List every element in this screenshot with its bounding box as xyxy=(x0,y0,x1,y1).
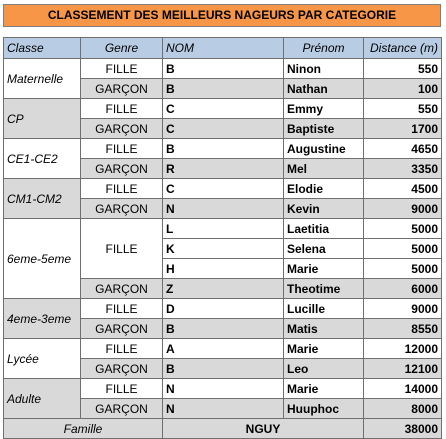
cell-nom: A xyxy=(163,339,284,359)
cell-genre: FILLE xyxy=(81,339,163,359)
cell-genre: GARÇON xyxy=(81,279,163,299)
cell-famille-nom: NGUY xyxy=(163,419,364,439)
cell-prenom: Leo xyxy=(284,359,364,379)
cell-classe: Maternelle xyxy=(4,59,81,99)
header-classe: Classe xyxy=(4,38,81,59)
cell-distance: 4650 xyxy=(364,139,442,159)
cell-classe: CE1-CE2 xyxy=(4,139,81,179)
cell-nom: B xyxy=(163,319,284,339)
cell-genre: GARÇON xyxy=(81,359,163,379)
cell-distance: 12100 xyxy=(364,359,442,379)
cell-genre: FILLE xyxy=(81,59,163,79)
cell-genre: GARÇON xyxy=(81,119,163,139)
cell-famille-label: Famille xyxy=(4,419,163,439)
cell-prenom: Matis xyxy=(284,319,364,339)
cell-prenom: Kevin xyxy=(284,199,364,219)
cell-nom: Z xyxy=(163,279,284,299)
cell-distance: 3350 xyxy=(364,159,442,179)
cell-genre: FILLE xyxy=(81,139,163,159)
cell-distance: 5000 xyxy=(364,239,442,259)
header-prenom: Prénom xyxy=(284,38,364,59)
cell-distance: 1700 xyxy=(364,119,442,139)
cell-nom: B xyxy=(163,139,284,159)
cell-distance: 14000 xyxy=(364,379,442,399)
cell-nom: D xyxy=(163,299,284,319)
cell-prenom: Augustine xyxy=(284,139,364,159)
cell-nom: B xyxy=(163,59,284,79)
cell-prenom: Marie xyxy=(284,379,364,399)
cell-classe: Lycée xyxy=(4,339,81,379)
cell-nom: K xyxy=(163,239,284,259)
table-row xyxy=(4,339,442,359)
cell-genre: GARÇON xyxy=(81,399,163,419)
cell-nom: N xyxy=(163,399,284,419)
table-title: CLASSEMENT DES MEILLEURS NAGEURS PAR CATEGORIE xyxy=(3,4,441,27)
table-row xyxy=(4,179,442,199)
cell-classe: 4eme-3eme xyxy=(4,299,81,339)
cell-nom: C xyxy=(163,119,284,139)
cell-distance: 550 xyxy=(364,99,442,119)
cell-genre: GARÇON xyxy=(81,159,163,179)
cell-distance: 5000 xyxy=(364,219,442,239)
table-row xyxy=(4,139,442,159)
cell-prenom: Mel xyxy=(284,159,364,179)
cell-classe: Adulte xyxy=(4,379,81,419)
cell-genre: FILLE xyxy=(81,299,163,319)
header-row xyxy=(4,38,442,59)
rankings-table xyxy=(3,37,442,439)
cell-distance: 9000 xyxy=(364,199,442,219)
cell-genre: FILLE xyxy=(81,99,163,119)
table-row xyxy=(4,219,442,239)
cell-nom: R xyxy=(163,159,284,179)
cell-nom: B xyxy=(163,79,284,99)
cell-distance: 8550 xyxy=(364,319,442,339)
cell-distance: 100 xyxy=(364,79,442,99)
cell-prenom: Emmy xyxy=(284,99,364,119)
cell-distance: 550 xyxy=(364,59,442,79)
cell-nom: C xyxy=(163,179,284,199)
cell-genre: FILLE xyxy=(81,219,163,279)
cell-prenom: Theotime xyxy=(284,279,364,299)
cell-genre: GARÇON xyxy=(81,199,163,219)
table-row xyxy=(4,299,442,319)
header-nom: NOM xyxy=(163,38,284,59)
cell-prenom: Marie xyxy=(284,259,364,279)
table-row xyxy=(4,99,442,119)
cell-distance: 5000 xyxy=(364,259,442,279)
cell-genre: GARÇON xyxy=(81,319,163,339)
cell-nom: N xyxy=(163,379,284,399)
cell-distance: 6000 xyxy=(364,279,442,299)
cell-nom: C xyxy=(163,99,284,119)
table-row xyxy=(4,379,442,399)
cell-prenom: Lucille xyxy=(284,299,364,319)
cell-nom: L xyxy=(163,219,284,239)
header-distance: Distance (m) xyxy=(364,38,442,59)
cell-nom: N xyxy=(163,199,284,219)
cell-prenom: Huuphoc xyxy=(284,399,364,419)
cell-genre: FILLE xyxy=(81,179,163,199)
cell-classe: CP xyxy=(4,99,81,139)
cell-prenom: Nathan xyxy=(284,79,364,99)
cell-distance: 12000 xyxy=(364,339,442,359)
table-row xyxy=(4,59,442,79)
cell-classe: 6eme-5eme xyxy=(4,219,81,299)
cell-famille-distance: 38000 xyxy=(364,419,442,439)
cell-prenom: Marie xyxy=(284,339,364,359)
cell-prenom: Baptiste xyxy=(284,119,364,139)
cell-prenom: Laetitia xyxy=(284,219,364,239)
cell-genre: GARÇON xyxy=(81,79,163,99)
cell-genre: FILLE xyxy=(81,379,163,399)
cell-prenom: Selena xyxy=(284,239,364,259)
famille-row xyxy=(4,419,442,439)
cell-distance: 4500 xyxy=(364,179,442,199)
cell-nom: B xyxy=(163,359,284,379)
cell-distance: 9000 xyxy=(364,299,442,319)
cell-distance: 8000 xyxy=(364,399,442,419)
cell-nom: H xyxy=(163,259,284,279)
cell-classe: CM1-CM2 xyxy=(4,179,81,219)
cell-prenom: Ninon xyxy=(284,59,364,79)
cell-prenom: Elodie xyxy=(284,179,364,199)
header-genre: Genre xyxy=(81,38,163,59)
